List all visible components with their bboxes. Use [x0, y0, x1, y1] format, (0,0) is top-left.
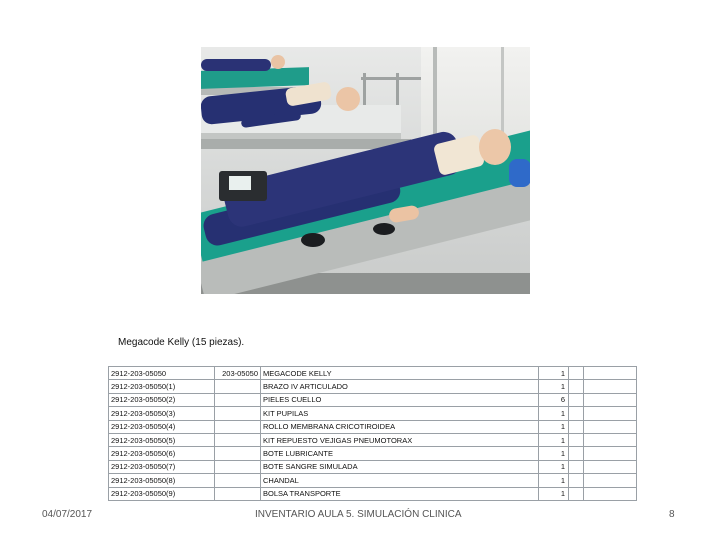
empty-cell — [584, 433, 637, 446]
table-row — [109, 420, 637, 433]
item-description-cell: KIT PUPILAS — [261, 407, 539, 420]
empty-cell — [569, 460, 584, 473]
item-code-cell: 2912-203-05050(5) — [109, 433, 215, 446]
photo-caption: Megacode Kelly (15 piezas). — [118, 337, 245, 348]
empty-cell — [584, 393, 637, 406]
table-row — [109, 367, 637, 380]
item-ref-cell — [215, 393, 261, 406]
item-code-cell: 2912-203-05050(3) — [109, 407, 215, 420]
item-quantity-cell: 1 — [539, 380, 569, 393]
table-row — [109, 460, 637, 473]
item-quantity-cell: 1 — [539, 447, 569, 460]
table-row — [109, 393, 637, 406]
item-code-cell: 2912-203-05050(6) — [109, 447, 215, 460]
item-ref-cell — [215, 380, 261, 393]
empty-cell — [569, 447, 584, 460]
item-description-cell: BRAZO IV ARTICULADO — [261, 380, 539, 393]
empty-cell — [584, 367, 637, 380]
item-quantity-cell: 6 — [539, 393, 569, 406]
item-description-cell: BOLSA TRANSPORTE — [261, 487, 539, 500]
item-description-cell: BOTE LUBRICANTE — [261, 447, 539, 460]
item-code-cell: 2912-203-05050(1) — [109, 380, 215, 393]
inventory-table — [108, 366, 637, 501]
item-description-cell: KIT REPUESTO VEJIGAS PNEUMOTORAX — [261, 433, 539, 446]
table-row — [109, 447, 637, 460]
item-description-cell: ROLLO MEMBRANA CRICOTIROIDEA — [261, 420, 539, 433]
item-description-cell: CHANDAL — [261, 474, 539, 487]
item-ref-cell — [215, 407, 261, 420]
item-ref-cell — [215, 447, 261, 460]
table-row — [109, 407, 637, 420]
empty-cell — [584, 460, 637, 473]
item-code-cell: 2912-203-05050 — [109, 367, 215, 380]
item-quantity-cell: 1 — [539, 460, 569, 473]
empty-cell — [569, 487, 584, 500]
item-description-cell: BOTE SANGRE SIMULADA — [261, 460, 539, 473]
page-number: 8 — [669, 509, 675, 520]
item-ref-cell — [215, 474, 261, 487]
table-row — [109, 433, 637, 446]
item-quantity-cell: 1 — [539, 407, 569, 420]
empty-cell — [569, 474, 584, 487]
item-quantity-cell: 1 — [539, 433, 569, 446]
item-ref-cell — [215, 433, 261, 446]
empty-cell — [569, 393, 584, 406]
empty-cell — [584, 420, 637, 433]
empty-cell — [584, 380, 637, 393]
manikin-photo — [201, 47, 530, 294]
empty-cell — [569, 367, 584, 380]
footer-title: INVENTARIO AULA 5. SIMULACIÓN CLINICA — [255, 509, 462, 520]
empty-cell — [569, 380, 584, 393]
footer-date: 04/07/2017 — [42, 509, 93, 520]
empty-cell — [584, 447, 637, 460]
item-code-cell: 2912-203-05050(2) — [109, 393, 215, 406]
item-quantity-cell: 1 — [539, 487, 569, 500]
item-quantity-cell: 1 — [539, 420, 569, 433]
empty-cell — [569, 433, 584, 446]
empty-cell — [569, 407, 584, 420]
empty-cell — [584, 487, 637, 500]
item-ref-cell — [215, 420, 261, 433]
empty-cell — [584, 474, 637, 487]
item-description-cell: MEGACODE KELLY — [261, 367, 539, 380]
item-quantity-cell: 1 — [539, 474, 569, 487]
item-description-cell: PIELES CUELLO — [261, 393, 539, 406]
item-ref-cell — [215, 460, 261, 473]
empty-cell — [584, 407, 637, 420]
item-quantity-cell: 1 — [539, 367, 569, 380]
item-code-cell: 2912-203-05050(8) — [109, 474, 215, 487]
item-code-cell: 2912-203-05050(9) — [109, 487, 215, 500]
table-row — [109, 380, 637, 393]
item-ref-cell: 203-05050 — [215, 367, 261, 380]
empty-cell — [569, 420, 584, 433]
item-code-cell: 2912-203-05050(4) — [109, 420, 215, 433]
item-ref-cell — [215, 487, 261, 500]
table-row — [109, 487, 637, 500]
table-row — [109, 474, 637, 487]
item-code-cell: 2912-203-05050(7) — [109, 460, 215, 473]
